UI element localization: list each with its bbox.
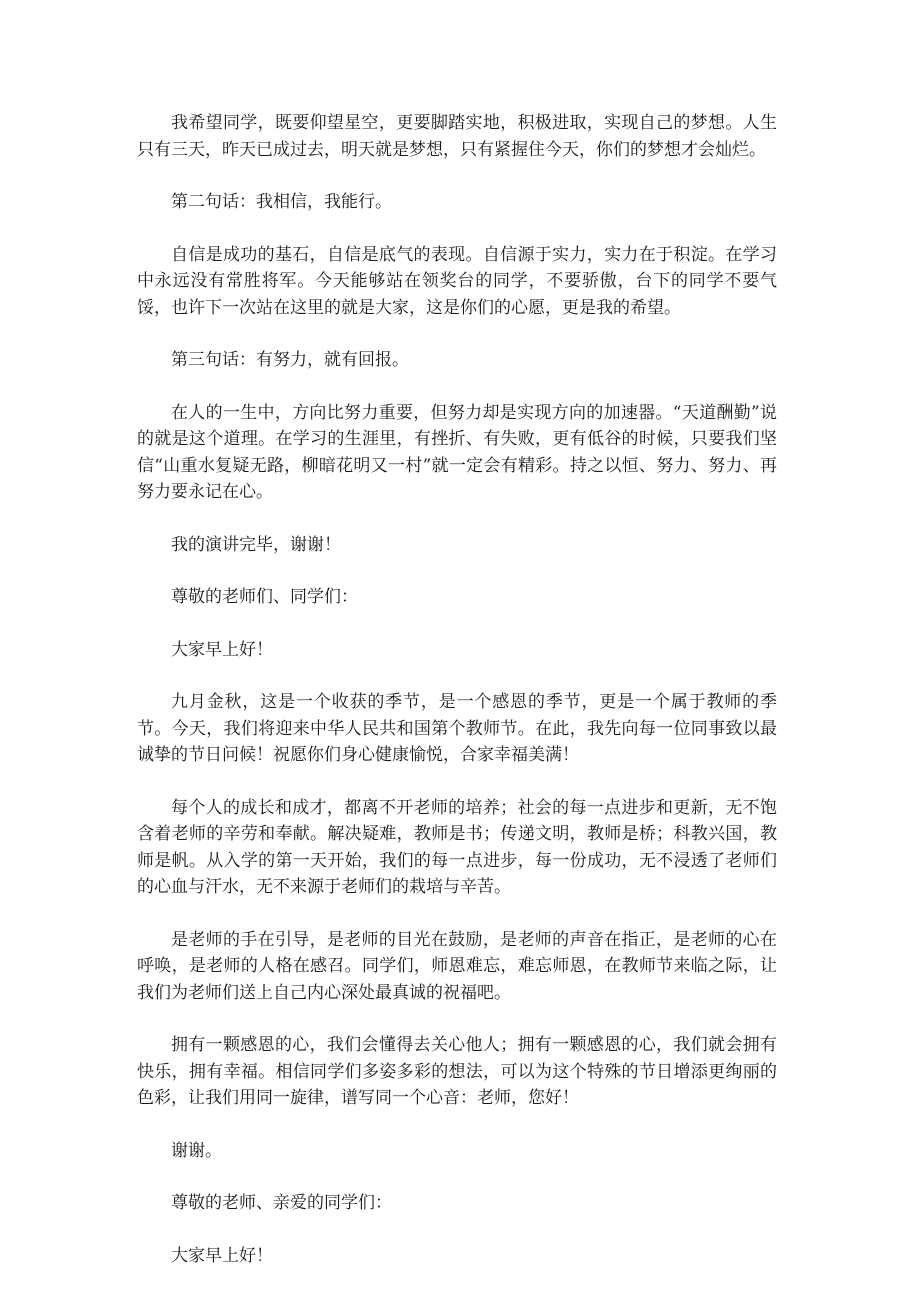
paragraph: 我的演讲完毕，谢谢！ — [171, 534, 341, 555]
paragraph: 拥有一颗感恩的心，我们会懂得去关心他人；拥有一颗感恩的心，我们就会拥有快乐，拥有幸福。相信同学们多姿多彩的想法，可以为这个特殊的节日增添更绚丽的色彩，让我们用同一旋律，谱写同一个心音：老师，您好！ — [137, 1035, 777, 1108]
paragraph: 谢谢。 — [171, 1140, 222, 1161]
paragraph: 大家早上好！ — [171, 1245, 273, 1266]
paragraph: 第三句话：有努力，就有回报。 — [171, 350, 409, 370]
paragraph: 是老师的手在引导，是老师的目光在鼓励，是老师的声音在指正，是老师的心在呼唤，是老师的人格在感召。同学们，师恩难忘，难忘师恩，在教师节来临之际，让我们为老师们送上自己内心深处最真诚的祝福吧。 — [137, 929, 777, 1003]
paragraph: 九月金秋，这是一个收获的季节，是一个感恩的季节，更是一个属于教师的季节。今天，我们将迎来中华人民共和国第个教师节。在此，我先向每一位同事致以最诚挚的节日问候！祝愿你们身心健康愉悦，合家幸福美满！ — [137, 692, 777, 765]
paragraph: 自信是成功的基石，自信是底气的表现。自信源于实力，实力在于积淀。在学习中永远没有常胜将军。今天能够站在领奖台的同学，不要骄傲，台下的同学不要气馁，也许下一次站在这里的就是大家，这是你们的心愿，更是我的希望。 — [137, 244, 777, 318]
paragraph: 每个人的成长和成才，都离不开老师的培养；社会的每一点进步和更新，无不饱含着老师的辛劳和奉献。解决疑难，教师是书；传递文明，教师是桥；科教兴国，教师是帆。从入学的第一天开始，我们的每一点进步，每一份成功，无不浸透了老师们的心血与汗水，无不来源于老师们的栽培与辛苦。 — [137, 797, 777, 897]
paragraph: 大家早上好！ — [171, 639, 273, 660]
paragraph: 在人的一生中，方向比努力重要，但努力却是实现方向的加速器。“天道酬勤”说的就是这个道理。在学习的生涯里，有挫折、有失败，更有低谷的时候，只要我们坚信“山重水复疑无路，柳暗花明又一村”就一定会有精彩。持之以恒、努力、努力、再努力要永记在心。 — [137, 402, 777, 502]
document-body — [137, 110, 777, 1295]
paragraph: 尊敬的老师、亲爱的同学们： — [171, 1193, 392, 1213]
paragraph: 第二句话：我相信，我能行。 — [171, 192, 392, 212]
paragraph: 我希望同学，既要仰望星空，更要脚踏实地，积极进取，实现自己的梦想。人生只有三天，昨天已成过去，明天就是梦想，只有紧握住今天，你们的梦想才会灿烂。 — [137, 113, 777, 160]
paragraph: 尊敬的老师们、同学们： — [171, 587, 358, 607]
